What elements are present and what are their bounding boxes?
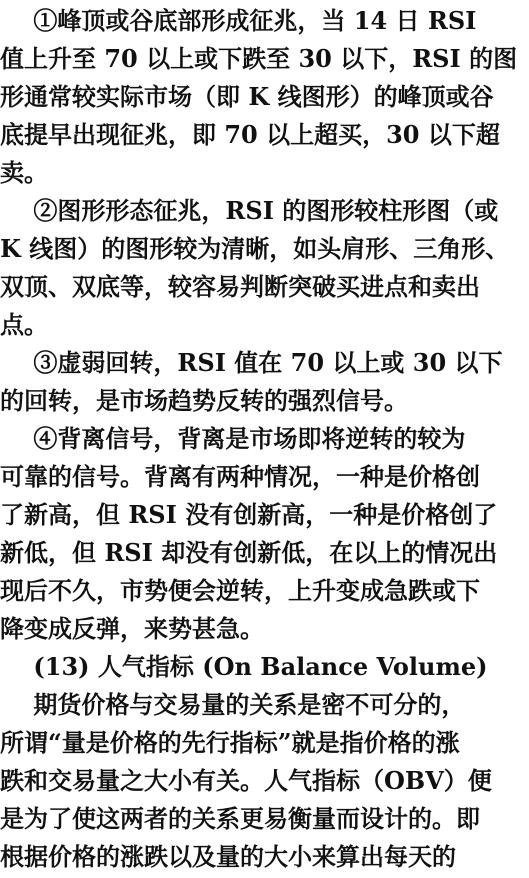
text-line: 新低，但 RSI 却没有创新低，在以上的情况出 [0, 538, 498, 567]
text-line: 根据价格的涨跌以及量的大小来算出每天的 [0, 842, 456, 871]
section-heading: (13) 人气指标 (On Balance Volume) [0, 652, 488, 681]
text-line: 可靠的信号。背离有两种情况，一种是价格创 [0, 462, 480, 491]
text-line: 期货价格与交易量的关系是密不可分的， [0, 690, 466, 719]
text-line: 是为了使这两者的关系更易衡量而设计的。即 [0, 804, 480, 833]
text-line: 点。 [0, 310, 48, 339]
text-line: 值上升至 70 以上或下跌至 30 以下，RSI 的图 [0, 44, 518, 73]
text-line: 所谓“量是价格的先行指标”就是指价格的涨 [0, 728, 460, 757]
text-line: 形通常较实际市场（即 K 线图形）的峰顶或谷 [0, 82, 494, 111]
text-line: ③虚弱回转，RSI 值在 70 以上或 30 以下 [0, 348, 503, 377]
text-line: ④背离信号，背离是市场即将逆转的较为 [0, 424, 466, 453]
text-line: 了新高，但 RSI 没有创新高，一种是价格创了 [0, 500, 498, 529]
text-line: 卖。 [0, 158, 48, 187]
text-line: 的回转，是市场趋势反转的强烈信号。 [0, 386, 408, 415]
text-line: 现后不久，市势便会逆转，上升变成急跌或下 [0, 576, 480, 605]
text-line: 双顶、双底等，较容易判断突破买进点和卖出 [0, 272, 480, 301]
text-line: 降变成反弹，来势甚急。 [0, 614, 264, 643]
text-line: K 线图）的图形较为清晰，如头肩形、三角形、 [0, 234, 510, 263]
text-line: 底提早出现征兆，即 70 以上超买，30 以下超 [0, 120, 500, 149]
text-line: 跌和交易量之大小有关。人气指标（OBV）便 [0, 766, 492, 795]
text-line: ①峰顶或谷底部形成征兆，当 14 日 RSI [0, 6, 477, 35]
text-line: ②图形形态征兆，RSI 的图形较柱形图（或 [0, 196, 499, 225]
